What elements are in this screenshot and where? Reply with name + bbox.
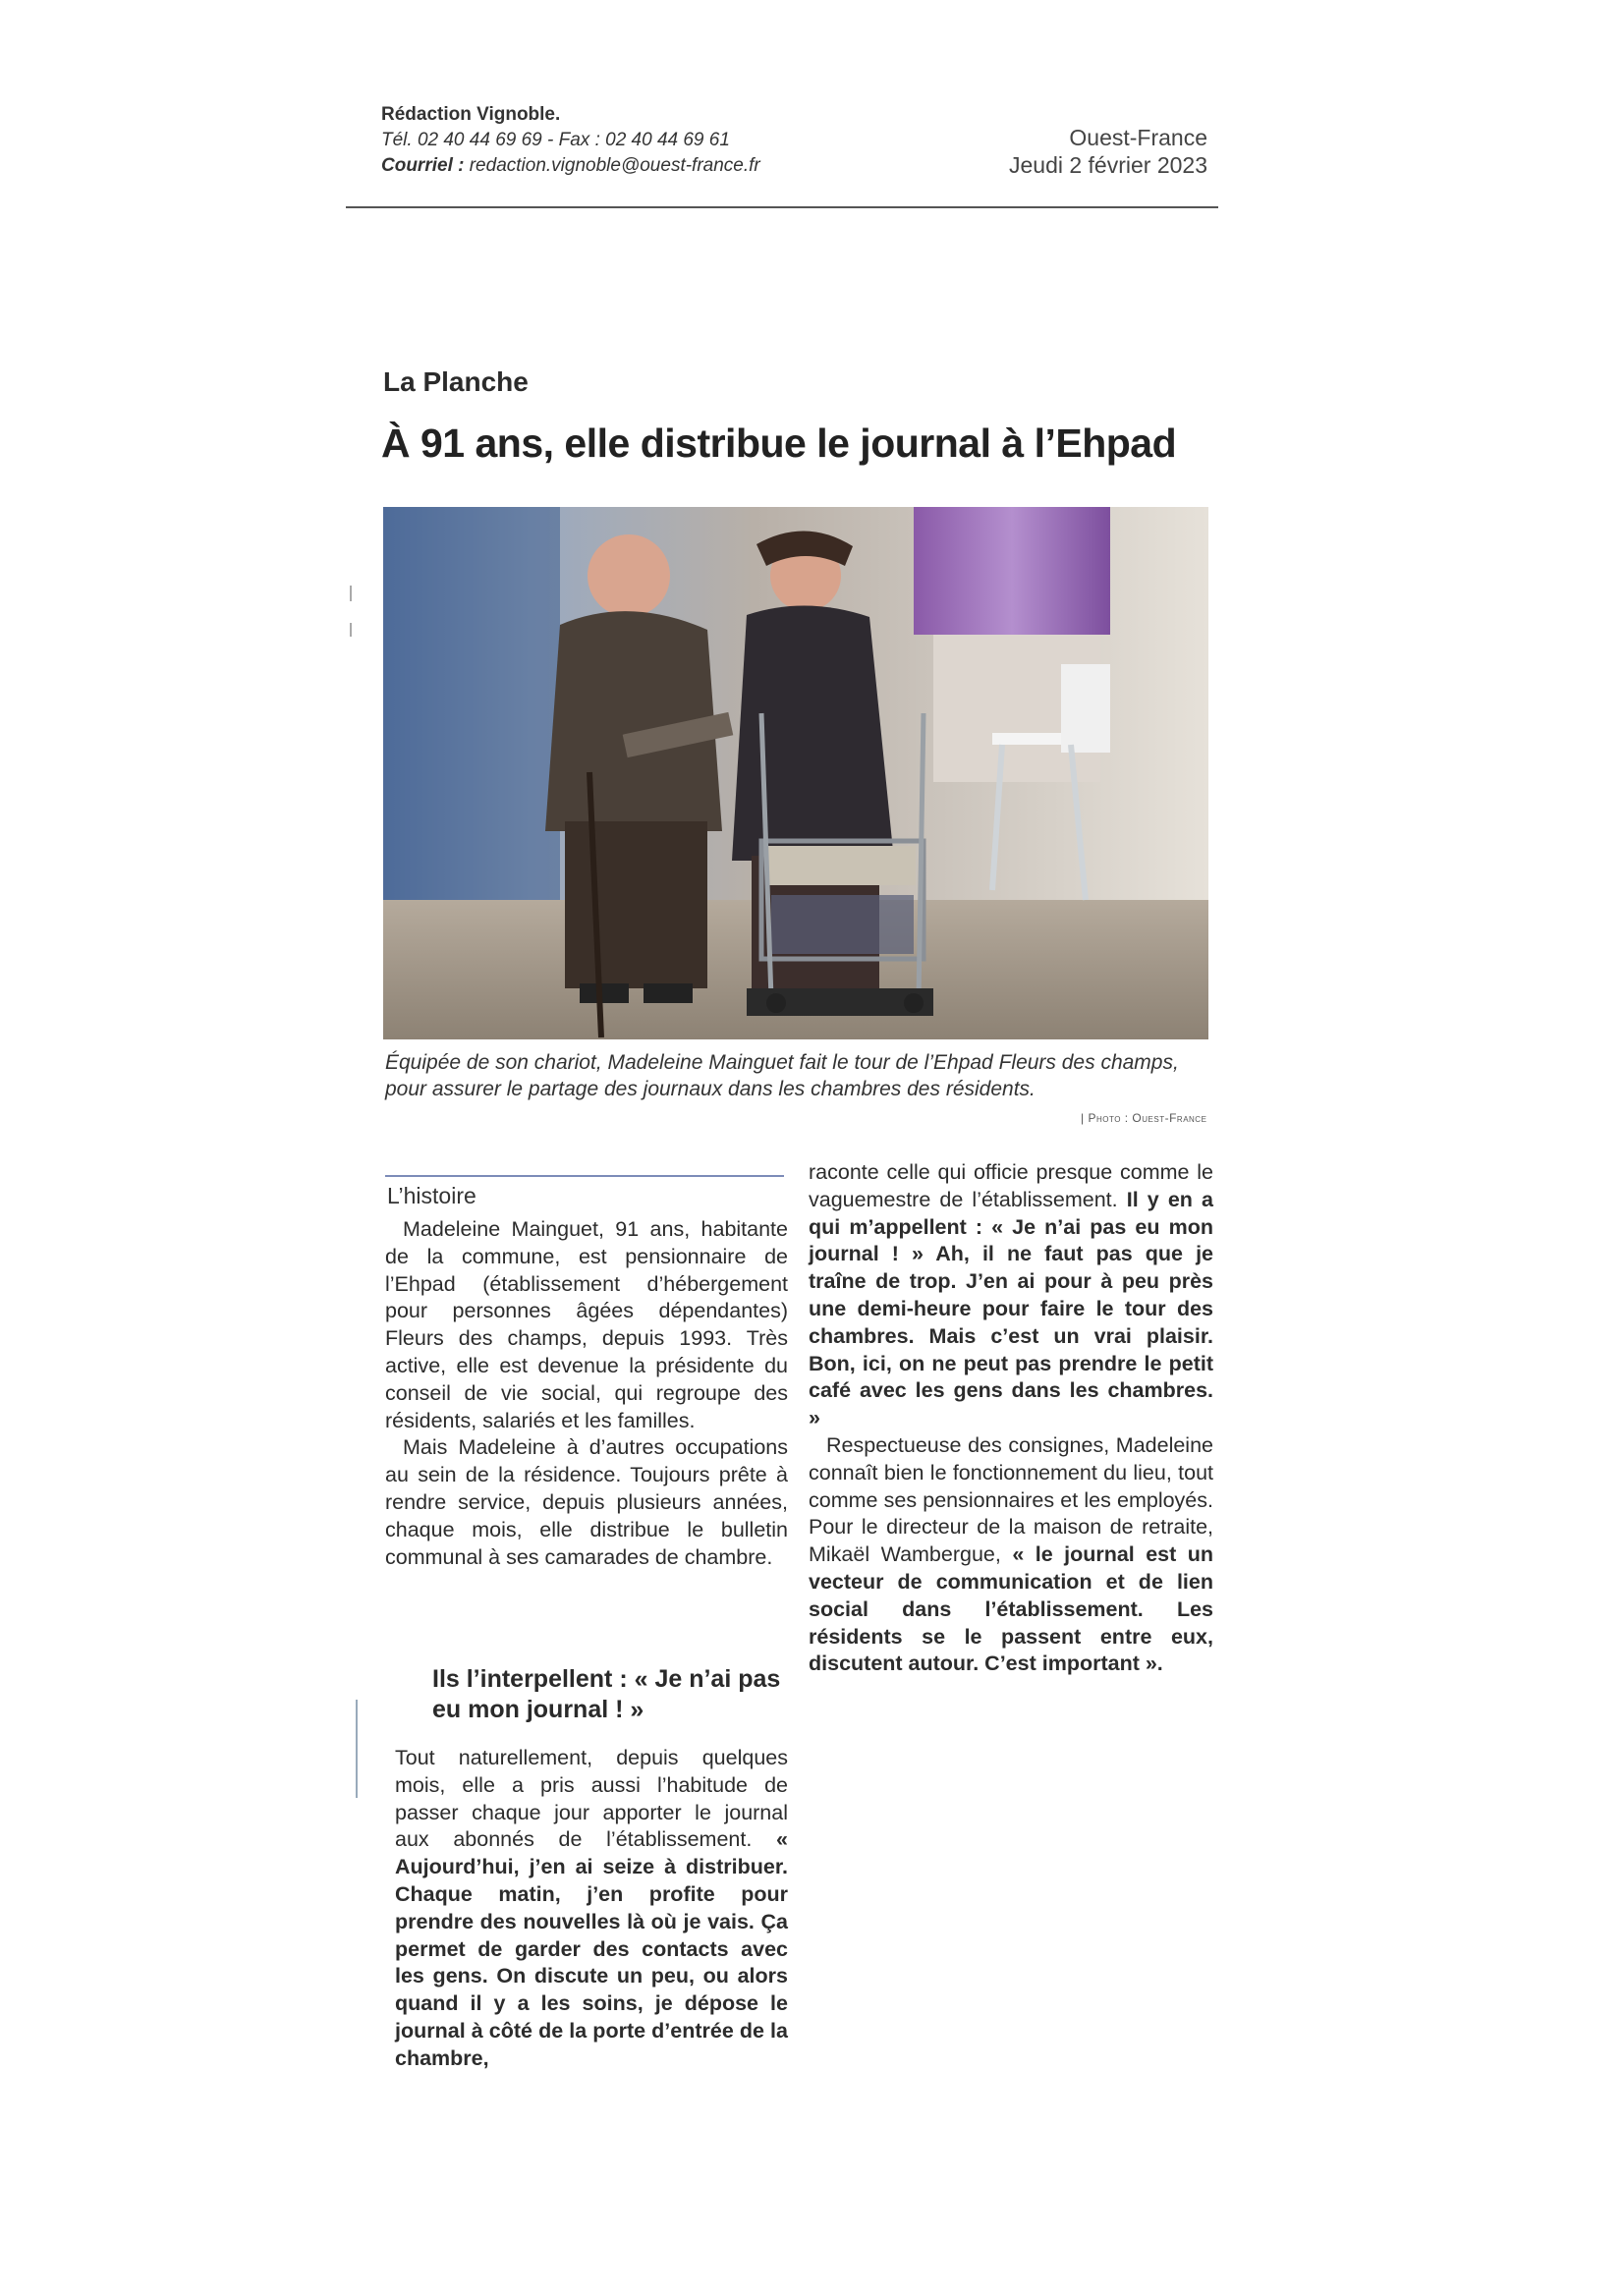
paragraph-3-continued [809,1159,1213,1432]
headline: À 91 ans, elle distribue le journal à l’Ehpad [381,420,1177,466]
scan-mark [350,623,352,637]
phone-fax: Tél. 02 40 44 69 69 - Fax : 02 40 44 69 61 [381,130,730,150]
paragraph-1: Madeleine Mainguet, 91 ans, habitante de la commune, est pensionnaire de l’Ehpad (établissement d’hébergement pour personnes âgées dépendantes) Fleurs des champs, depuis 1993. Très active, elle est devenue la présidente du conseil de vie social, qui regroupe des résidents, salariés et les familles. [385,1217,788,1432]
chair-back [1061,664,1110,753]
header-divider [346,206,1218,208]
photo-caption: Équipée de son chariot, Madeleine Mainguet fait le tour de l’Ehpad Fleurs des champs, pour assurer le partage des journaux dans les chambres des résidents. [385,1051,1179,1100]
email-address: redaction.vignoble@ouest-france.fr [469,155,760,176]
quote-continuation: Il y en a qui m’appellent : « Je n’ai pas eu mon journal ! » Ah, il ne faut pas que je traîne de trop. J’en ai pour à peu près une demi-heure pour faire le tour des chambres. Mais c’est un vrai plaisir. Bon, ici, on ne peut pas prendre le petit café avec les gens dans les chambres. » [809,1187,1213,1430]
subheading: Ils l’interpellent : « Je n’ai pas eu mon journal ! » [432,1665,781,1723]
email-line [381,153,760,179]
newspaper-name: Ouest-France [1069,125,1207,150]
quote-opening: « Aujourd’hui, j’en ai seize à distribuer. Chaque matin, j’en profite pour prendre des nouvelles là où je vais. Ça permet de garder des contacts avec les gens. On discute un peu, ou alors quand il y a les soins, je dépose le journal à côté de la porte d’entrée de la chambre, [395,1827,788,2070]
paragraph-3 [395,1745,788,2073]
paragraph-3-text: Tout naturellement, depuis quelques mois, elle a pris aussi l’habitude de passer chaque jour apporter le journal aux abonnés de l’établissement. [395,1746,788,1852]
photo-illustration [383,507,1208,1039]
column-one [385,1216,788,1571]
publication-date: Jeudi 2 février 2023 [1008,152,1207,178]
director-quote: « le journal est un vecteur de communication et de lien social dans l’établissement. Les résidents se le passent entre eux, discutent autour. C’est important ». [809,1542,1213,1676]
man-trousers [565,821,707,988]
masthead-contact [381,102,760,179]
column-one-continued [395,1745,788,2073]
newspapers-in-cart [768,846,916,885]
section-rule [385,1175,784,1177]
scan-mark [350,586,352,601]
man-head [588,534,670,617]
locality-title: La Planche [383,366,529,397]
paragraph-2: Mais Madeleine à d’autres occupations au sein de la résidence. Toujours prête à rendre service, depuis plusieurs années, chaque mois, elle distribue le bulletin communal à ses camarades de chambre. [385,1435,788,1569]
woman-coat [732,605,894,861]
column-two-continued [809,1159,1213,1678]
paragraph-4-text: Respectueuse des consignes, Madeleine connaît bien le fonctionnement du lieu, tout comme ses pensionnaires et les employés. Pour le directeur de la maison de retraite, Mikaël Wambergue, [809,1432,1213,1567]
email-label: Courriel : [381,155,465,176]
scan-mark [356,1700,358,1798]
quote-attribution: raconte celle qui officie presque comme le vaguemestre de l’établissement. [809,1160,1213,1211]
curtain [914,507,1110,635]
publication-info [1009,124,1207,179]
photo-credit: | Photo : Ouest-France [1081,1111,1207,1125]
section-label: L’histoire [387,1183,476,1208]
editorial-office: Rédaction Vignoble. [381,104,561,125]
paragraph-4 [809,1432,1213,1678]
article-photo [383,507,1208,1039]
